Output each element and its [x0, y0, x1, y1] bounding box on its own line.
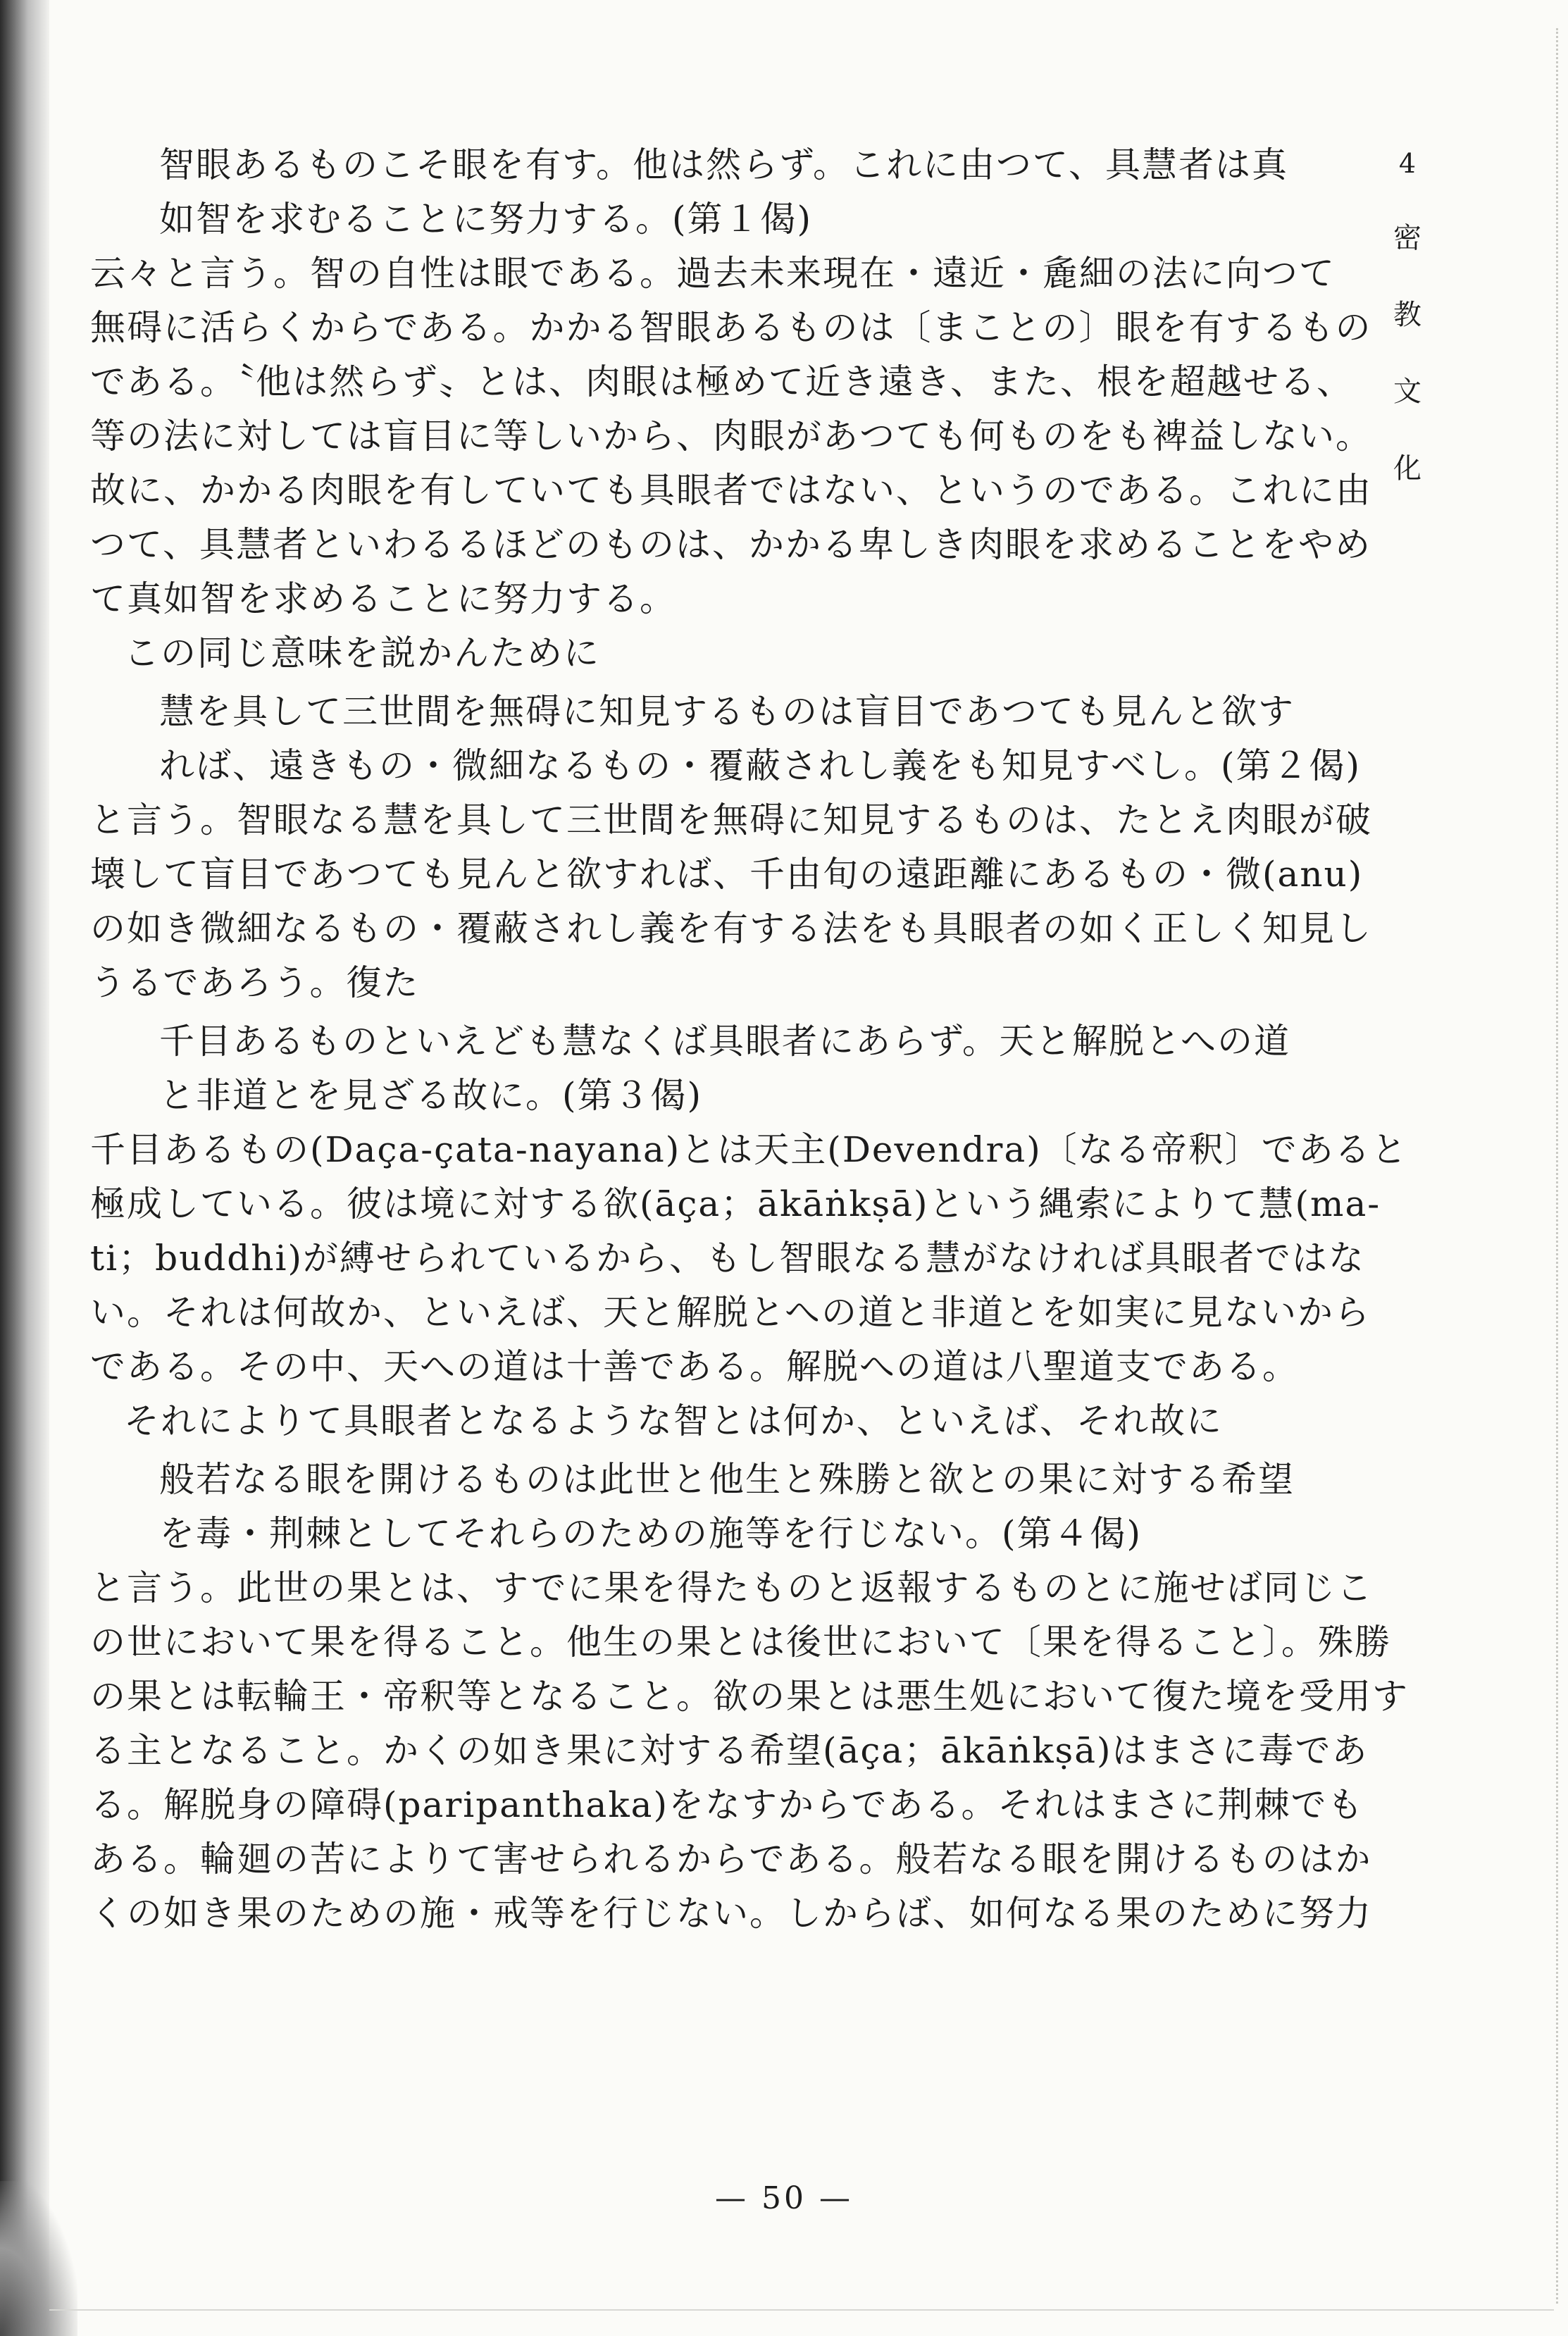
running-title-char: 化	[1393, 452, 1421, 485]
verse-line: 慧を具して三世間を無碍に知見するものは盲目であつても見んと欲す	[159, 691, 1295, 732]
page-bottom-edge	[49, 2309, 1554, 2311]
verse-line: 智眼あるものこそ眼を有す。他は然らず。これに由つて、具慧者は真	[159, 144, 1288, 185]
running-title-char: 密	[1393, 222, 1421, 254]
text-line: と言う。智眼なる慧を具して三世間を無碍に知見するものは、たとえ肉眼が破	[90, 800, 1372, 840]
scan-edge-right	[1556, 28, 1568, 2304]
text-line: この同じ意味を説かんために	[124, 633, 600, 673]
running-title-char: 文	[1393, 375, 1421, 408]
verse-line: 千目あるものといえども慧なくば具眼者にあらず。天と解脱とへの道	[159, 1021, 1290, 1062]
text-line: る主となること。かくの如き果に対する希望(āça；ākāṅkṣā)はまさに毒であ	[90, 1730, 1369, 1771]
verse-line: と非道とを見ざる故に。(第３偈)	[159, 1075, 703, 1116]
text-line: の如き微細なるもの・覆蔽されし義を有する法をも具眼者の如く正しく知見し	[90, 908, 1372, 949]
text-line: つて、具慧者といわるるほどのものは、かかる卑しき肉眼を求めることをやめ	[90, 524, 1371, 565]
text-line: と言う。此世の果とは、すでに果を得たものと返報するものとに施せば同じこ	[90, 1567, 1374, 1608]
text-line: い。それは何故か、といえば、天と解脱とへの道と非道とを如実に見ないから	[90, 1292, 1371, 1333]
verse-line: 般若なる眼を開けるものは此世と他生と殊勝と欲との果に対する希望	[159, 1459, 1295, 1500]
text-line: ti；buddhi)が縛せられているから、もし智眼なる慧がなければ具眼者ではな	[90, 1238, 1366, 1279]
verse-line: を毒・荆棘としてそれらのための施等を行じない。(第４偈)	[159, 1513, 1143, 1554]
text-line: る。解脱身の障碍(paripanthaka)をなすからである。それはまさに荆棘でも	[90, 1784, 1364, 1825]
text-line: くの如き果のための施・戒等を行じない。しからば、如何なる果のために努力	[90, 1893, 1372, 1934]
text-line: 等の法に対しては盲目に等しいから、肉眼があつても何ものをも裨益しない。	[90, 416, 1372, 456]
text-line: の世において果を得ること。他生の果とは後世において〔果を得ること〕。殊勝	[90, 1622, 1391, 1663]
page-number: — 50 —	[715, 2180, 853, 2216]
volume-number: 4	[1398, 148, 1417, 179]
text-line: である。〝他は然らず〟とは、肉眼は極めて近き遠き、また、根を超越せる、	[90, 361, 1353, 402]
text-line: 極成している。彼は境に対する欲(āça；ākāṅkṣā)という縄索によりて慧(ma-	[90, 1183, 1381, 1224]
text-line: 千目あるもの(Daça-çata-nayana)とは天主(Devendra)〔なる帝釈〕であると	[90, 1129, 1408, 1170]
text-line: 壊して盲目であつても見んと欲すれば、千由旬の遠距離にあるもの・微(anu)	[90, 854, 1364, 895]
text-line: の果とは転輪王・帝釈等となること。欲の果とは悪生処において復た境を受用す	[90, 1676, 1409, 1717]
page-body-text	[90, 138, 1409, 1941]
text-line: うるであろう。復た	[90, 962, 420, 1003]
text-line: て真如智を求めることに努力する。	[90, 578, 676, 619]
text-line: 故に、かかる肉眼を有していても具眼者ではない、というのである。これに由	[90, 470, 1372, 511]
verse-line: れば、遠きもの・微細なるもの・覆蔽されし義をも知見すべし。(第２偈)	[159, 745, 1362, 786]
scan-shadow-left	[0, 0, 49, 2336]
running-title-char: 教	[1393, 299, 1421, 331]
running-header	[1379, 148, 1436, 523]
text-line: 無碍に活らくからである。かかる智眼あるものは〔まことの〕眼を有するもの	[90, 307, 1372, 348]
text-line: 云々と言う。智の自性は眼である。過去未来現在・遠近・麁細の法に向つて	[90, 253, 1336, 294]
verse-line: 如智を求むることに努力する。(第１偈)	[159, 199, 813, 240]
text-line: それによりて具眼者となるような智とは何か、といえば、それ故に	[124, 1400, 1223, 1441]
text-line: ある。輪廻の苦によりて害せられるからである。般若なる眼を開けるものはか	[90, 1839, 1372, 1880]
text-line: である。その中、天への道は十善である。解脱への道は八聖道支である。	[90, 1346, 1299, 1387]
